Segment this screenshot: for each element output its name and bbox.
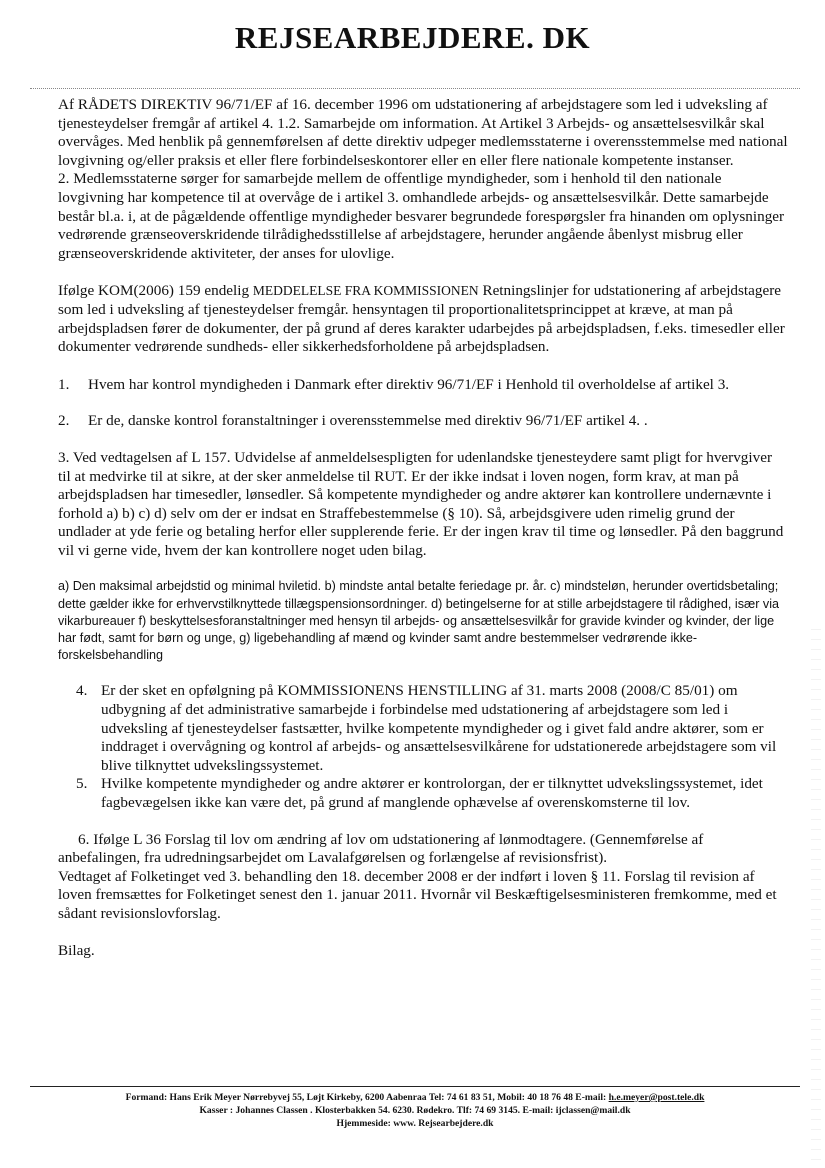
question-item: [58, 376, 788, 395]
conditions-list-paragraph: a) Den maksimal arbejdstid og minimal hviletid. b) mindste antal betalte feriedage pr. år. c) mindsteløn, herunder overtidsbetaling; dette gælder ikke for erhvervstilknyttede tillægspensionsordninger. d) betingelserne for at stille arbejdstagere til rådighed, især via vikarbureauer f) beskyttelsesforanstaltninger med hensyn til arbejds- og ansættelsesvilkår for gravide kvinder og kvinder, der lige har født, samt for børn og unge, g) ligebehandling af mænd og kvinder samt andre bestemmelser vedrørende ikke-forskelsbehandling: [58, 579, 780, 663]
letter-footer: [30, 1091, 800, 1130]
question-item: [76, 775, 788, 812]
question-text: Hvilke kompetente myndigheder og andre aktører er kontrolorgan, der er tilknyttet udvekslingssystemet, idet fagbevægelsen ikke kan være det, på grund af manglende ophævelse af overenskomsterne til lov.: [101, 775, 763, 812]
scan-edge-noise: [811, 620, 821, 1160]
question-text: Hvem har kontrol myndigheden i Danmark efter direktiv 96/71/EF i Henhold til overholdelse af artikel 3.: [88, 375, 730, 393]
question-text: Er der sket en opfølgning på KOMMISSIONENS HENSTILLING af 31. marts 2008 (2008/C 85/01) om udbygning af det administrative samarbejde i forbindelse med udstationering af arbejdstagere som led i udveksling af tjenesteydelser fastsætter, hvilke kompetente myndigheder og i givet fald andre aktører, som er inddraget i overvågning og kontrol af arbejds- og ansættelsesvilkårene for udstationerede arbejdstagere som vil blive tilknyttet udvekslingssystemet.: [101, 682, 777, 774]
intro-paragraph: Af RÅDETS DIREKTIV 96/71/EF af 16. december 1996 om udstationering af arbejdstagere som led i udveksling af tjenesteydelser fremgår af artikel 4. 1.2. Samarbejde om information. At Artikel 3 Arbejds- og ansættelsesvilkår skal overvåges. Med henblik på gennemførelsen af dette direktiv udpeger medlemsstaterne i overensstemmelse med national lovgivning og/eller praksis et eller flere forbindelseskontorer eller en eller flere nationale kompetente instanser.: [58, 96, 788, 169]
question-number: 5.: [76, 775, 88, 793]
chairman-contact: Formand: Hans Erik Meyer Nørrebyvej 55, Løjt Kirkeby, 6200 Aabenraa Tel: 74 61 83 51, Mobil: 40 18 76 48 E-mail:: [125, 1092, 609, 1103]
later-questions-list: [76, 682, 788, 812]
letter-body: [58, 96, 788, 960]
letterhead-title: REJSEARBEJDERE. DK: [234, 20, 591, 55]
question-item: [76, 682, 788, 775]
kom-smallcaps-title: MEDDELELSE FRA KOMMISSIONEN: [252, 283, 479, 299]
kom-text-before: Ifølge KOM(2006) 159 endelig: [58, 282, 253, 300]
cooperation-paragraph: 2. Medlemsstaterne sørger for samarbejde mellem de offentlige myndigheder, som i henhold til den nationale lovgivning har kompetence til at overvåge de i artikel 3. omhandlede arbejds- og ansættelsesvilkår. Dette samarbejde består bl.a. i, at de pågældende offentlige myndigheder besvarer begrundede forespørgsler fra hinanden om oplysninger vedrørende grænseoverskridende tilrådighedsstillelse af arbejdstagere, herunder angående åbenlyst misbrug eller grænseoverskridende aktiviteter, der anses for ulovlige.: [58, 170, 785, 262]
footer-divider: [30, 1086, 800, 1087]
revision-paragraph: Vedtaget af Folketinget ved 3. behandling den 18. december 2008 er der indført i loven § 11. Forslag til revision af loven fremsættes for Folketinget senest den 1. januar 2011. Hvornår vil Beskæftigelsesministeren fremkomme, med et sådant revisionslovforslag.: [58, 867, 777, 923]
question-number: 4.: [76, 682, 88, 700]
footer-treasurer-line: Kasser : Johannes Classen . Klosterbakken 54. 6230. Rødekro. Tlf: 74 69 3145. E-mail: ijclassen@mail.dk: [199, 1105, 631, 1116]
footer-website-line[interactable]: Hjemmeside: www. Rejsearbejdere.dk: [336, 1118, 494, 1129]
question-number: 1.: [58, 375, 70, 393]
kom-text-after: Retningslinjer for udstationering af arbejdstagere som led i udveksling af tjenesteydelser fremgår. hensyntagen til proportionalitetsprincippet at kræve, at man på arbejdspladsen fører de dokumenter, der på grund af deres karakter udarbejdes på arbejdspladsen, f.eks. timesedler eller dokumenter vedrørende sundheds- eller sikkerhedsforholdene på arbejdspladsen.: [58, 282, 785, 356]
question-3-paragraph: 3. Ved vedtagelsen af L 157. Udvidelse af anmeldelsespligten for udenlandske tjenesteydere samt pligt for hvervgiver til at medvirke til at sikre, at der sker anmeldelse til RUT. Er der ikke indsat i loven nogen, form krav, at man på arbejdspladsen har timesedler, lønsedler. Så kompetente myndigheder og andre aktører kan kontrollere undernævnte i forhold a) b) c) d) selv om der er indsat en Straffebestemmelse (§ 10). Så, arbejdsgivere uden rimelig grund der undlader at yde ferie og betaling herfor eller supplerende ferie. Er der ingen krav til time og lønsedler. På den baggrund vil vi gerne vide, hvem der kan kontrollere noget uden bilag.: [58, 448, 784, 559]
question-item: [58, 412, 788, 431]
footer-chairman-line: [30, 1091, 800, 1104]
closing-attachment: Bilag.: [58, 941, 95, 959]
question-number: 2.: [58, 412, 70, 430]
question-6-paragraph: 6. Ifølge L 36 Forslag til lov om ændring af lov om udstationering af lønmodtagere. (Gennemførelse af anbefalingen, fra udredningsarbejdet om Lavalafgørelsen og forlængelse af revisionsfrist).: [58, 830, 704, 867]
question-text: Er de, danske kontrol foranstaltninger i overensstemmelse med direktiv 96/71/EF artikel 4. .: [88, 412, 648, 430]
kom-paragraph: [58, 282, 788, 356]
chairman-email-link[interactable]: h.e.meyer@post.tele.dk: [608, 1092, 705, 1103]
header-divider: [30, 88, 800, 89]
